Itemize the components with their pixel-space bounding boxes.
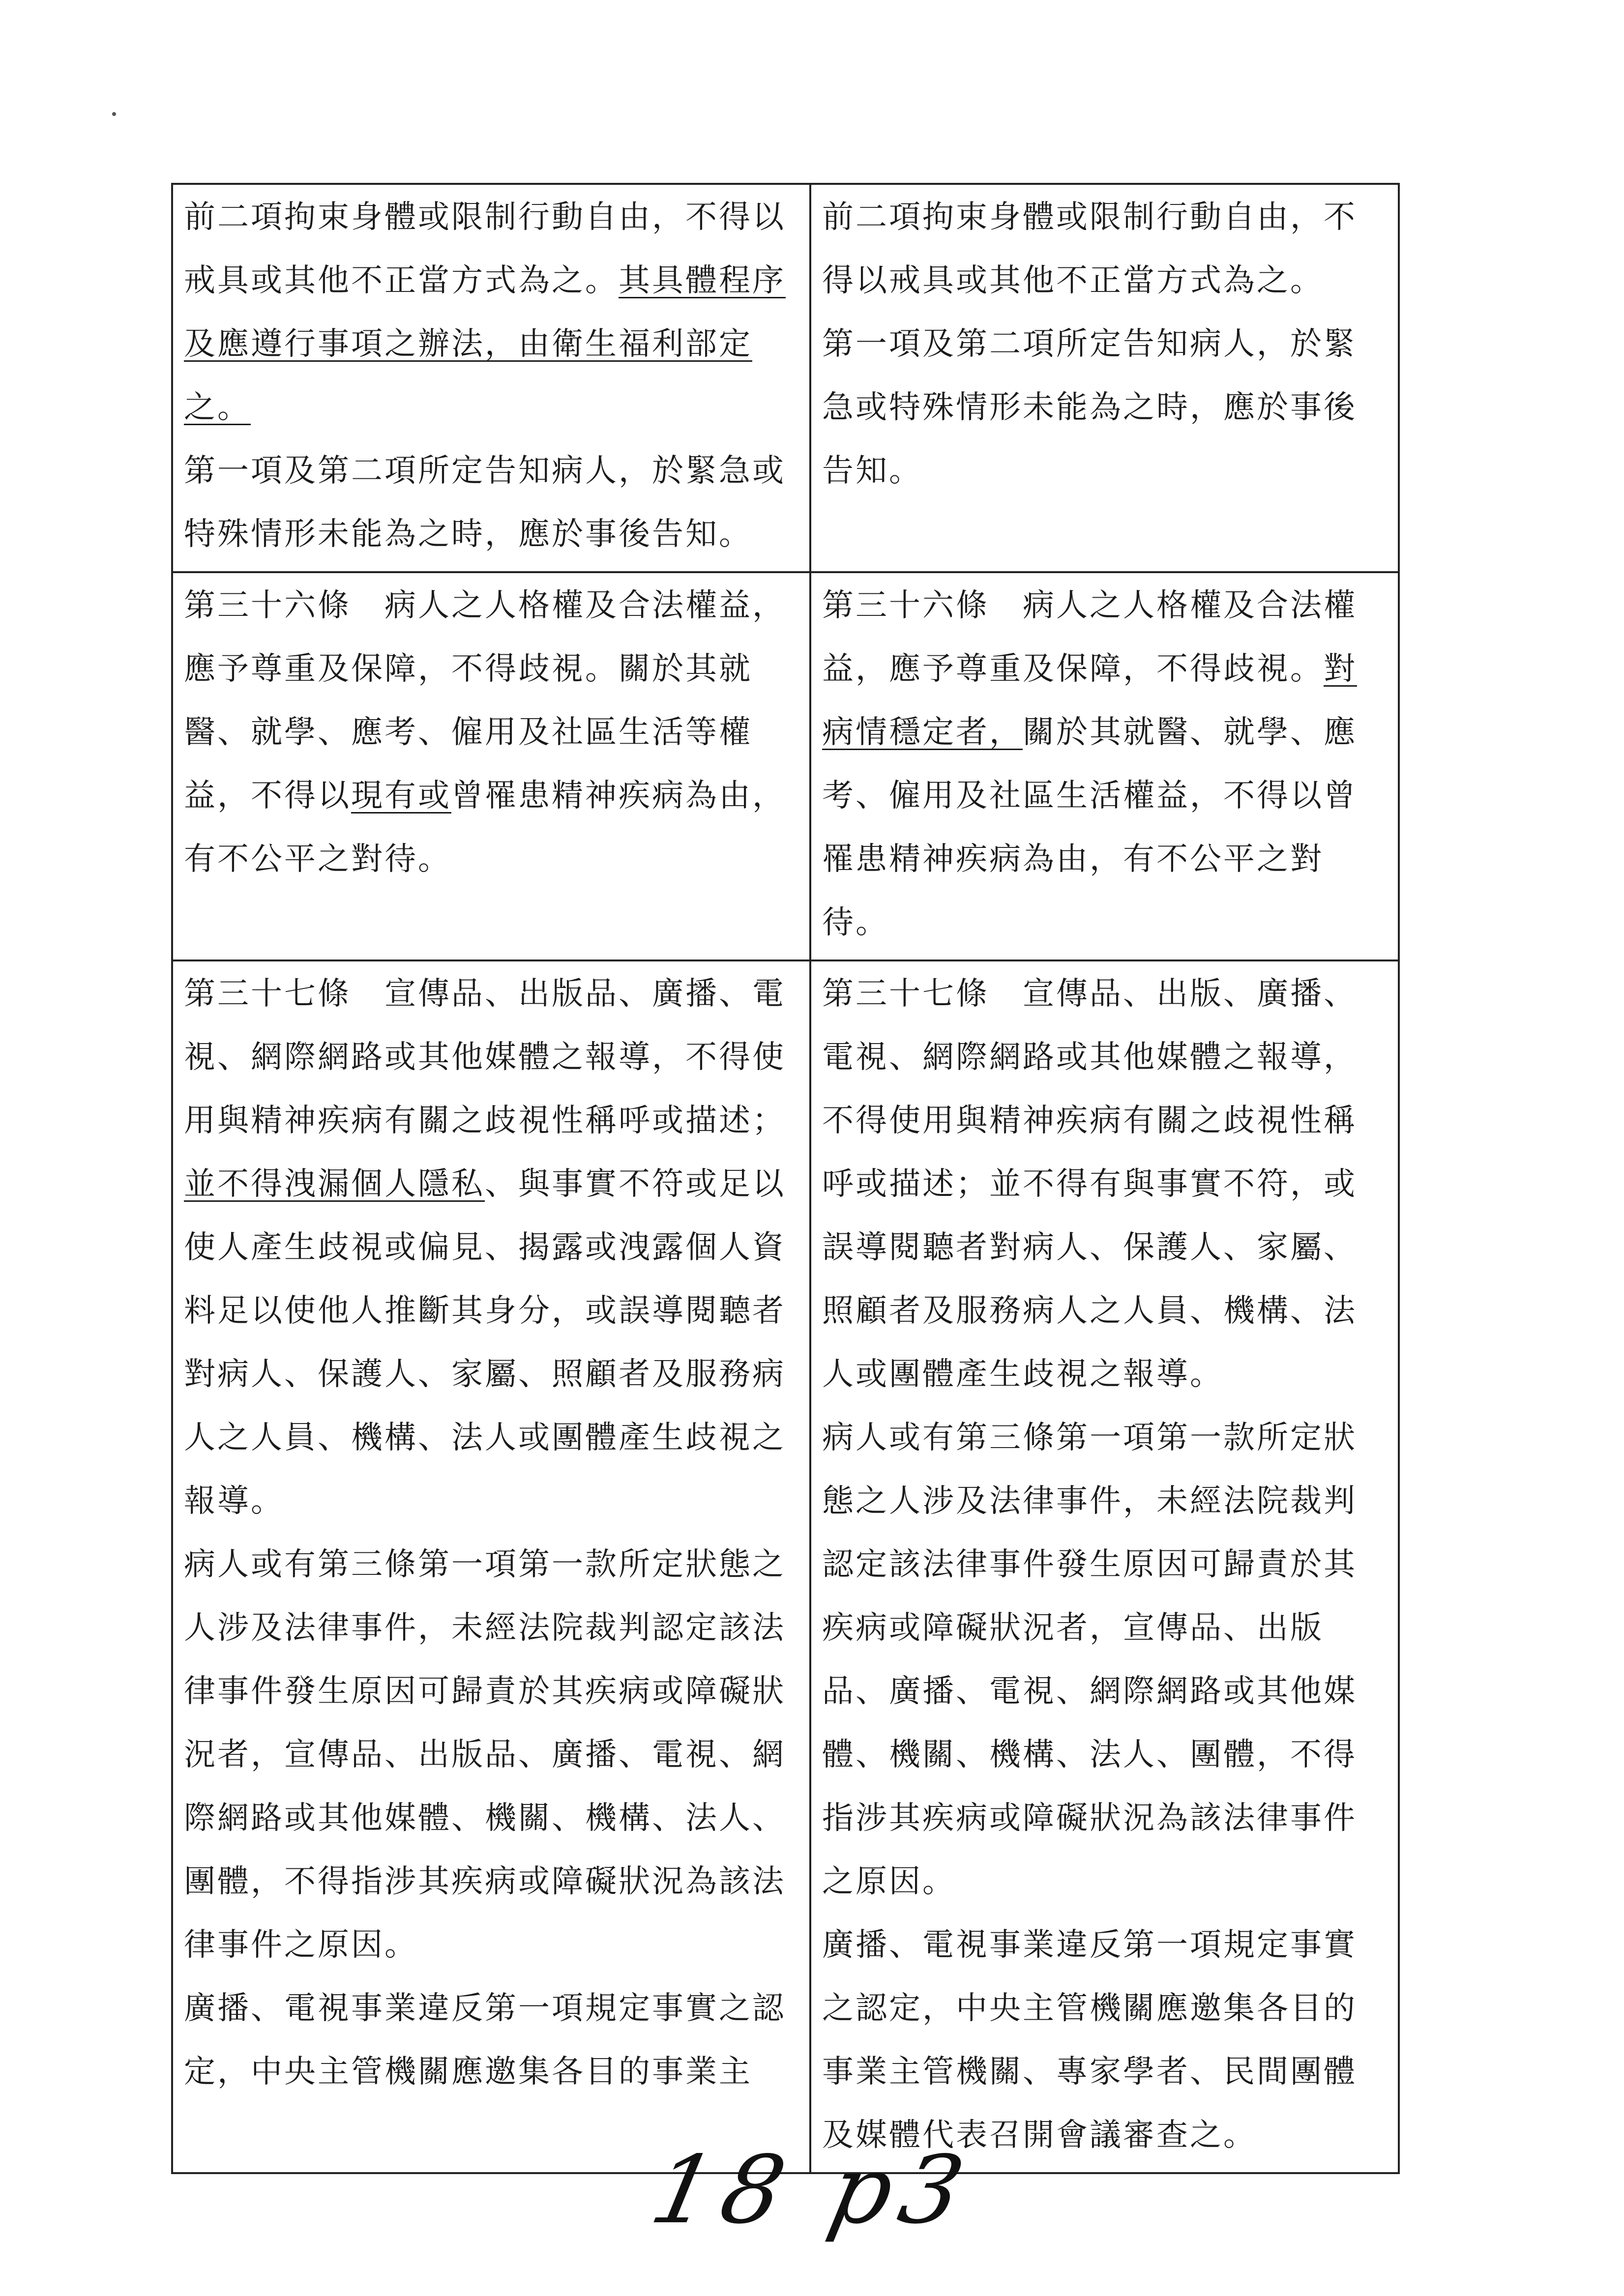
clause-text: 病人或有第三條第一項第一款所定狀態之人涉及法律事件，未經法院裁判認定該法律事件發生原因可歸責於其疾病或障礙狀況者，宣傳品、出版品、廣播、電視、網際網路或其他媒體、機關、機構、法人、團體，不得指涉其疾病或障礙狀況為該法律事件之原因。 (822, 1420, 1357, 1900)
table-row (172, 960, 1399, 2173)
clause-text: 第三十七條 宣傳品、出版、廣播、電視、網際網路或其他媒體之報導，不得使用與精神疾病有關之歧視性稱呼或描述；並不得有與事實不符，或誤導閱聽者對病人、保護人、家屬、照顧者及服務病人之人員、機構、法人或團體產生歧視之報導。 (822, 976, 1357, 1393)
clause-text: 關於其就醫、就學、應考、僱用及社區生活權益，不得以曾罹患精神疾病為由，有不公平之對待。 (822, 714, 1357, 941)
table-row (172, 572, 1399, 960)
clause-paragraph (822, 962, 1387, 1406)
clause-text: 前二項拘束身體或限制行動自由，不得以戒具或其他不正當方式為之。 (184, 199, 786, 299)
clause-text: 廣播、電視事業違反第一項規定事實之認定，中央主管機關應邀集各目的事業主 (184, 1990, 786, 2090)
clause-paragraph (184, 1977, 798, 2104)
amendment-underline-text: 對病情穩定者， (822, 651, 1357, 751)
clause-paragraph (822, 313, 1387, 503)
scan-speck (112, 112, 116, 116)
clause-text: 第三十七條 宣傳品、出版品、廣播、電視、網際網路或其他媒體之報導，不得使用與精神疾病有關之歧視性稱呼或描述； (184, 976, 786, 1139)
clause-text: 第一項及第二項所定告知病人，於緊急或特殊情形未能為之時，應於事後告知。 (184, 453, 786, 552)
clause-text: 病人或有第三條第一項第一款所定狀態之人涉及法律事件，未經法院裁判認定該法律事件發生原因可歸責於其疾病或障礙狀況者，宣傳品、出版品、廣播、電視、網際網路或其他媒體、機關、機構、法人、團體，不得指涉其疾病或障礙狀況為該法律事件之原因。 (184, 1546, 786, 1963)
current-text-cell (810, 572, 1399, 960)
clause-paragraph (822, 574, 1387, 955)
clause-paragraph (184, 574, 798, 891)
table-row (172, 184, 1399, 572)
clause-text: 曾罹患精神疾病為由，有不公平之對待。 (184, 778, 786, 877)
clause-paragraph (184, 439, 798, 566)
clause-paragraph (822, 186, 1387, 313)
amendment-underline-text: 其具體程序及應遵行事項之辦法，由衛生福利部定之。 (184, 262, 786, 426)
amended-text-cell (172, 960, 810, 2173)
handwritten-page-note: 18 p3 (642, 2136, 983, 2244)
amended-text-cell (172, 184, 810, 572)
clause-paragraph (184, 962, 798, 1533)
clause-text: 第三十六條 病人之人格權及合法權益，應予尊重及保障，不得歧視。關於其就醫、就學、應考、僱用及社區生活等權益，不得以 (184, 587, 786, 814)
clause-text: 廣播、電視事業違反第一項規定事實之認定，中央主管機關應邀集各目的事業主管機關、專家學者、民間團體及媒體代表召開會議審查之。 (822, 1927, 1357, 2153)
amended-text-cell (172, 572, 810, 960)
clause-paragraph (822, 1406, 1387, 1914)
comparison-table (171, 183, 1400, 2174)
amendment-underline-text: 現有或 (351, 778, 451, 814)
clause-text: 前二項拘束身體或限制行動自由，不得以戒具或其他不正當方式為之。 (822, 199, 1357, 299)
clause-paragraph (822, 1914, 1387, 2167)
clause-paragraph (184, 1533, 798, 1977)
clause-text: 第一項及第二項所定告知病人，於緊急或特殊情形未能為之時，應於事後告知。 (822, 326, 1357, 489)
amendment-underline-text: 並不得洩漏個人隱私 (184, 1166, 485, 1202)
clause-text: 、與事實不符或足以使人產生歧視或偏見、揭露或洩露個人資料足以使他人推斷其身分，或誤導閱聽者對病人、保護人、家屬、照顧者及服務病人之人員、機構、法人或團體產生歧視之報導。 (184, 1166, 786, 1519)
current-text-cell (810, 184, 1399, 572)
current-text-cell (810, 960, 1399, 2173)
clause-text: 第三十六條 病人之人格權及合法權益，應予尊重及保障，不得歧視。 (822, 587, 1357, 687)
clause-paragraph (184, 186, 798, 439)
